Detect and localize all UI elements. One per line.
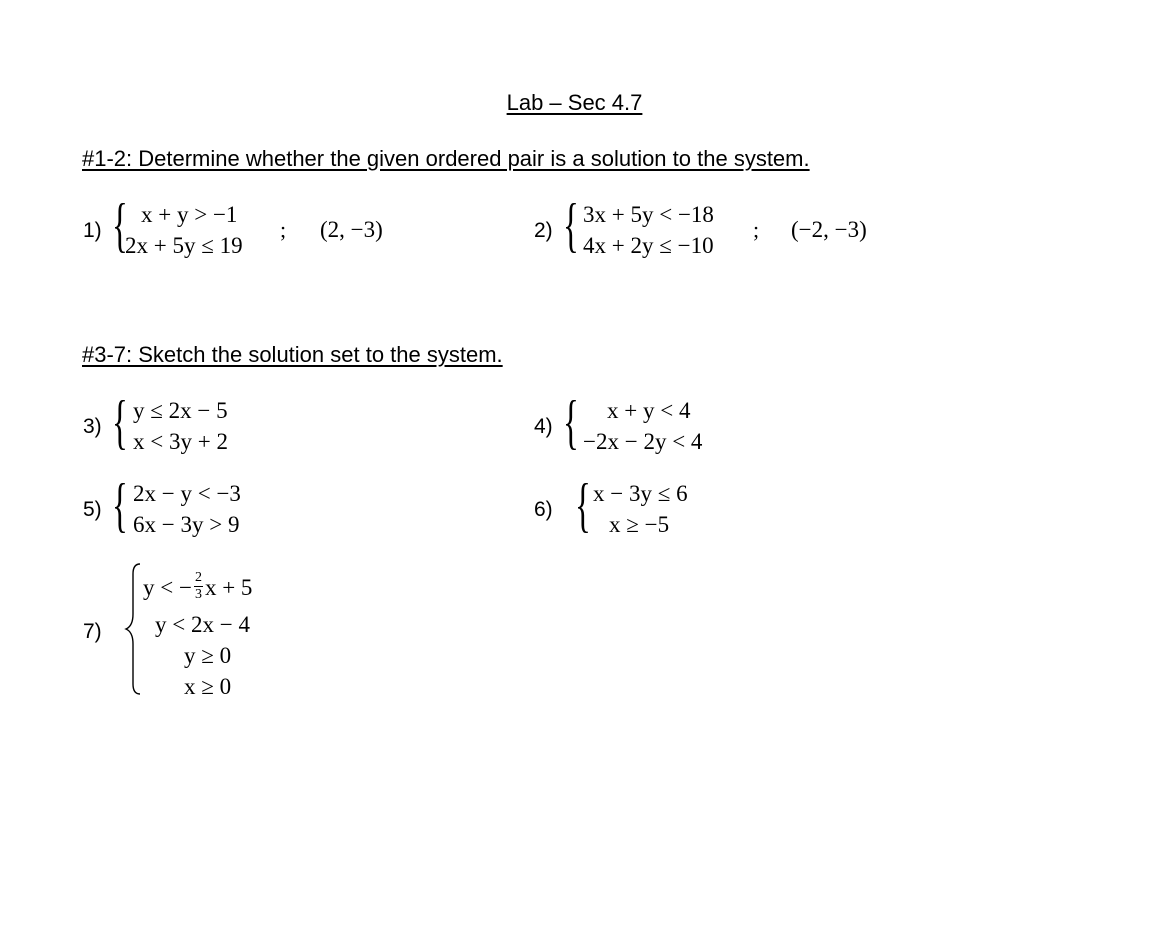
problem-4-eq1: x + y < 4 [607, 398, 691, 423]
problem-3-eq1: y ≤ 2x − 5 [133, 398, 228, 423]
problem-2-number: 2) [534, 219, 553, 242]
problem-2-ordered-pair: (−2, −3) [791, 217, 867, 242]
problem-1-eq2: 2x + 5y ≤ 19 [125, 233, 243, 258]
problem-6-brace: { [575, 472, 591, 538]
problem-4-number: 4) [534, 415, 553, 438]
problem-6-eq2: x ≥ −5 [609, 512, 670, 537]
problem-1-separator: ; [280, 217, 287, 242]
page-title: Lab – Sec 4.7 [506, 90, 643, 115]
problem-7-eq4: x ≥ 0 [184, 674, 232, 699]
problem-5-brace: { [112, 472, 128, 538]
problem-6-number: 6) [534, 498, 553, 521]
problem-1-brace: { [112, 192, 128, 258]
problem-5-number: 5) [83, 498, 102, 521]
problem-7-eq1-left: y < − [143, 574, 192, 600]
problem-4-eq2: −2x − 2y < 4 [583, 429, 703, 454]
problem-2-eq1: 3x + 5y < −18 [583, 202, 714, 227]
problem-3-number: 3) [83, 415, 102, 438]
problem-4-brace: { [563, 389, 579, 455]
problem-3-brace: { [112, 389, 128, 455]
problem-7-brace [122, 562, 144, 696]
problem-1-eq1: x + y > −1 [141, 202, 238, 227]
problem-7-fraction-numerator: 2 [194, 570, 202, 585]
section-heading-1-2: #1-2: Determine whether the given ordered pair is a solution to the system. [82, 146, 810, 171]
problem-1-number: 1) [83, 219, 102, 242]
problem-2-separator: ; [753, 217, 760, 242]
problem-1-ordered-pair: (2, −3) [320, 217, 383, 242]
problem-5-eq1: 2x − y < −3 [133, 481, 241, 506]
problem-7-number: 7) [83, 620, 102, 643]
problem-7-eq2: y < 2x − 4 [155, 612, 250, 637]
problem-7-eq1 [143, 570, 253, 605]
problem-7-fraction-denominator: 3 [194, 587, 202, 602]
problem-6-eq1: x − 3y ≤ 6 [593, 481, 688, 506]
problem-5-eq2: 6x − 3y > 9 [133, 512, 240, 537]
problem-7-eq1-right: x + 5 [204, 574, 253, 600]
problem-2-eq2: 4x + 2y ≤ −10 [583, 233, 714, 258]
section-heading-3-7: #3-7: Sketch the solution set to the system. [82, 342, 503, 367]
problem-7-eq3: y ≥ 0 [184, 643, 232, 668]
problem-2-brace: { [563, 192, 579, 258]
problem-7-fraction [194, 571, 203, 602]
problem-3-eq2: x < 3y + 2 [133, 429, 228, 454]
